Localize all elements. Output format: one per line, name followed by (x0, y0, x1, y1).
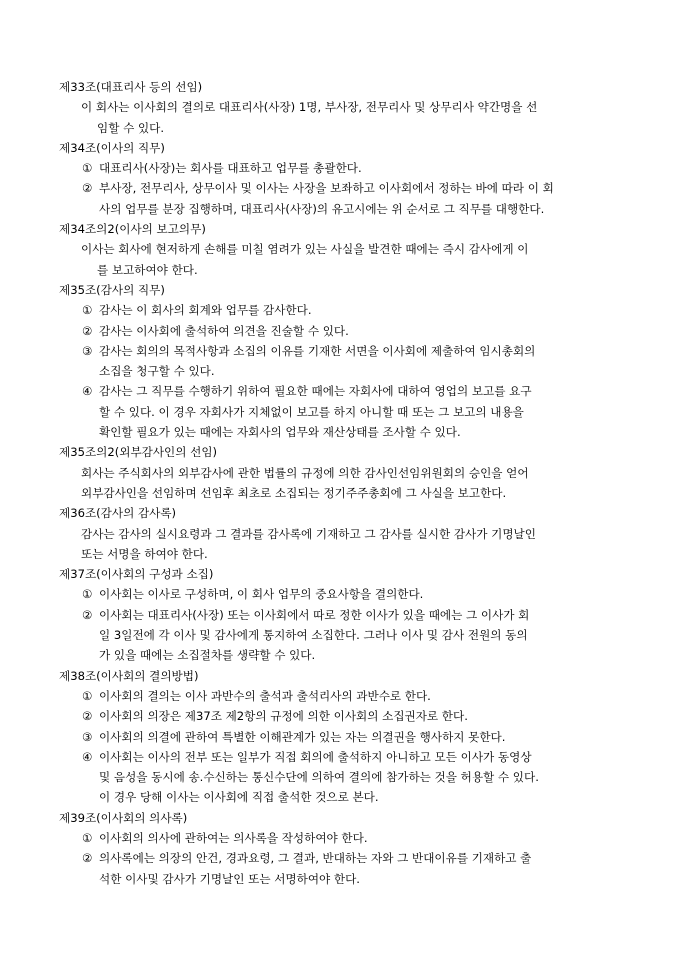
article-heading (0, 442, 680, 462)
line-text: 이사회의 의사에 관하여는 의사록을 작성하여야 한다. (99, 830, 368, 845)
clause-continuation-line (0, 402, 680, 422)
line-text: 가 있을 때에는 소집절차를 생략할 수 있다. (99, 648, 316, 663)
line-text: 제33조(대표리사 등의 선임) (59, 80, 203, 94)
clause-continuation-line (0, 199, 680, 219)
clause-line (0, 321, 680, 341)
article-heading (0, 503, 680, 523)
clause-line (0, 178, 680, 198)
line-text: 의사록에는 의장의 안건, 경과요령, 그 결과, 반대하는 자와 그 반대이유를 기재하고 출 (99, 851, 532, 866)
clause-number: ① (82, 303, 93, 318)
clause-continuation-line (0, 767, 680, 787)
article-body-line (0, 239, 616, 259)
line-text: 외부감사인을 선임하며 선임후 최초로 소집되는 정기주주총회에 그 사실을 보고한다. (81, 485, 507, 500)
clause-line (0, 605, 680, 625)
line-text: 이사회는 대표리사(사장) 또는 이사회에서 따로 정한 이사가 있을 때에는 그 이사가 회 (99, 607, 530, 622)
line-text: 감사는 감사의 실시요령과 그 결과를 감사록에 기재하고 그 감사를 실시한 감사가 기명날인 (81, 526, 536, 541)
clause-line (0, 381, 680, 401)
clause-number: ① (82, 161, 93, 176)
article-body-line (0, 463, 616, 483)
line-text: 이사회는 이사로 구성하며, 이 회사 업무의 중요사항을 결의한다. (99, 587, 424, 602)
clause-line (0, 848, 680, 868)
line-text: 부사장, 전무리사, 상무이사 및 이사는 사장을 보좌하고 이사회에서 정하는 바에 따라 이 회 (99, 181, 554, 196)
article-heading (0, 564, 680, 584)
article-body-line (0, 97, 616, 117)
clause-continuation-line (0, 625, 680, 645)
clause-number: ④ (82, 749, 93, 764)
line-text: 일 3일전에 각 이사 및 감사에게 통지하여 소집한다. 그러나 이사 및 감사 전원의 동의 (99, 628, 528, 643)
clause-number: ② (82, 323, 93, 338)
clause-line (0, 828, 680, 848)
clause-number: ③ (82, 729, 93, 744)
line-text: 확인할 필요가 있는 때에는 자회사의 업무와 재산상태를 조사할 수 있다. (99, 425, 461, 440)
article-body-line (0, 544, 616, 564)
article-heading (0, 808, 680, 828)
clause-number: ② (82, 851, 93, 866)
line-text: 제37조(이사회의 구성과 소집) (59, 567, 214, 582)
clause-line (0, 300, 680, 320)
line-text: 이사회의 의장은 제37조 제2항의 규정에 의한 이사회의 소집권자로 한다. (99, 709, 468, 724)
clause-continuation-line (0, 422, 680, 442)
clause-line (0, 158, 680, 178)
line-text: 또는 서명을 하여야 한다. (81, 546, 208, 561)
article-heading (0, 77, 680, 97)
line-text: 제38조(이사회의 결의방법) (59, 668, 199, 683)
clause-number: ③ (82, 343, 93, 358)
line-text: 감사는 이 회사의 회계와 업무를 감사한다. (99, 303, 312, 318)
clause-number: ② (82, 709, 93, 724)
clause-continuation-line (0, 787, 680, 807)
line-text: 및 음성을 동시에 송.수신하는 통신수단에 의하여 결의에 참가하는 것을 허용할 수 있다. (99, 770, 539, 785)
clause-line (0, 341, 680, 361)
clause-number: ④ (82, 384, 93, 399)
line-text: 소집을 청구할 수 있다. (99, 364, 215, 379)
clause-number: ① (82, 688, 93, 703)
line-text: 이사회는 이사의 전부 또는 일부가 직접 회의에 출석하지 아니하고 모든 이사가 동영상 (99, 749, 532, 764)
clause-continuation-line (0, 869, 680, 889)
line-text: 제34조의2(이사의 보고의무) (59, 222, 206, 237)
article-heading (0, 666, 680, 686)
line-text: 제35조의2(외부감사인의 선임) (59, 445, 218, 460)
article-heading (0, 219, 680, 239)
line-text: 이사는 회사에 현저하게 손해를 미칠 염려가 있는 사실을 발견한 때에는 즉시 감사에게 이 (81, 242, 529, 257)
clause-number: ① (82, 587, 93, 602)
line-text: 회사는 주식회사의 외부감사에 관한 법률의 규정에 의한 감사인선임위원회의 승인을 얻어 (81, 465, 529, 480)
line-text: 할 수 있다. 이 경우 자회사가 지체없이 보고를 하지 아니할 때 또는 그 보고의 내용을 (99, 404, 524, 419)
document-page (0, 77, 680, 889)
article-body-line (0, 260, 617, 280)
line-text: 석한 이사및 감사가 기명날인 또는 서명하여야 한다. (99, 871, 360, 886)
line-text: 이사회의 결의는 이사 과반수의 출석과 출석리사의 과반수로 한다. (99, 688, 431, 703)
article-body-line (0, 524, 616, 544)
clause-line (0, 686, 680, 706)
line-text: 제39조(이사회의 의사록) (59, 810, 188, 825)
clause-number: ① (82, 830, 93, 845)
line-text: 이사회의 의결에 관하여 특별한 이해관계가 있는 자는 의결권을 행사하지 못한다. (99, 729, 506, 744)
article-body-line (0, 118, 617, 138)
clause-number: ② (82, 607, 93, 622)
line-text: 감사는 이사회에 출석하여 의견을 진술할 수 있다. (99, 323, 349, 338)
article-heading (0, 280, 680, 300)
line-text: 제34조(이사의 직무) (59, 140, 165, 155)
clause-continuation-line (0, 361, 680, 381)
line-text: 사의 업무를 분장 집행하며, 대표리사(사장)의 유고시에는 위 순서로 그 직무를 대행한다. (99, 201, 545, 216)
clause-line (0, 706, 680, 726)
line-text: 제35조(감사의 직무) (59, 282, 165, 297)
line-text: 임할 수 있다. (97, 120, 165, 135)
clause-line (0, 584, 680, 604)
article-heading (0, 138, 680, 158)
clause-line (0, 727, 680, 747)
line-text: 를 보고하여야 한다. (97, 262, 198, 277)
line-text: 감사는 그 직무를 수행하기 위하여 필요한 때에는 자회사에 대하여 영업의 보고를 요구 (99, 384, 532, 399)
line-text: 이 회사는 이사회의 결의로 대표리사(사장) 1명, 부사장, 전무리사 및 상무리사 약간명을 선 (81, 100, 538, 115)
line-text: 이 경우 당해 이사는 이사회에 직접 출석한 것으로 본다. (99, 790, 379, 805)
clause-line (0, 747, 680, 767)
clause-number: ② (82, 181, 93, 196)
article-body-line (0, 483, 616, 503)
clause-continuation-line (0, 645, 680, 665)
line-text: 제36조(감사의 감사록) (59, 506, 177, 521)
line-text: 감사는 회의의 목적사항과 소집의 이유를 기재한 서면을 이사회에 제출하여 임시총회의 (99, 343, 536, 358)
line-text: 대표리사(사장)는 회사를 대표하고 업무를 총괄한다. (99, 161, 362, 176)
